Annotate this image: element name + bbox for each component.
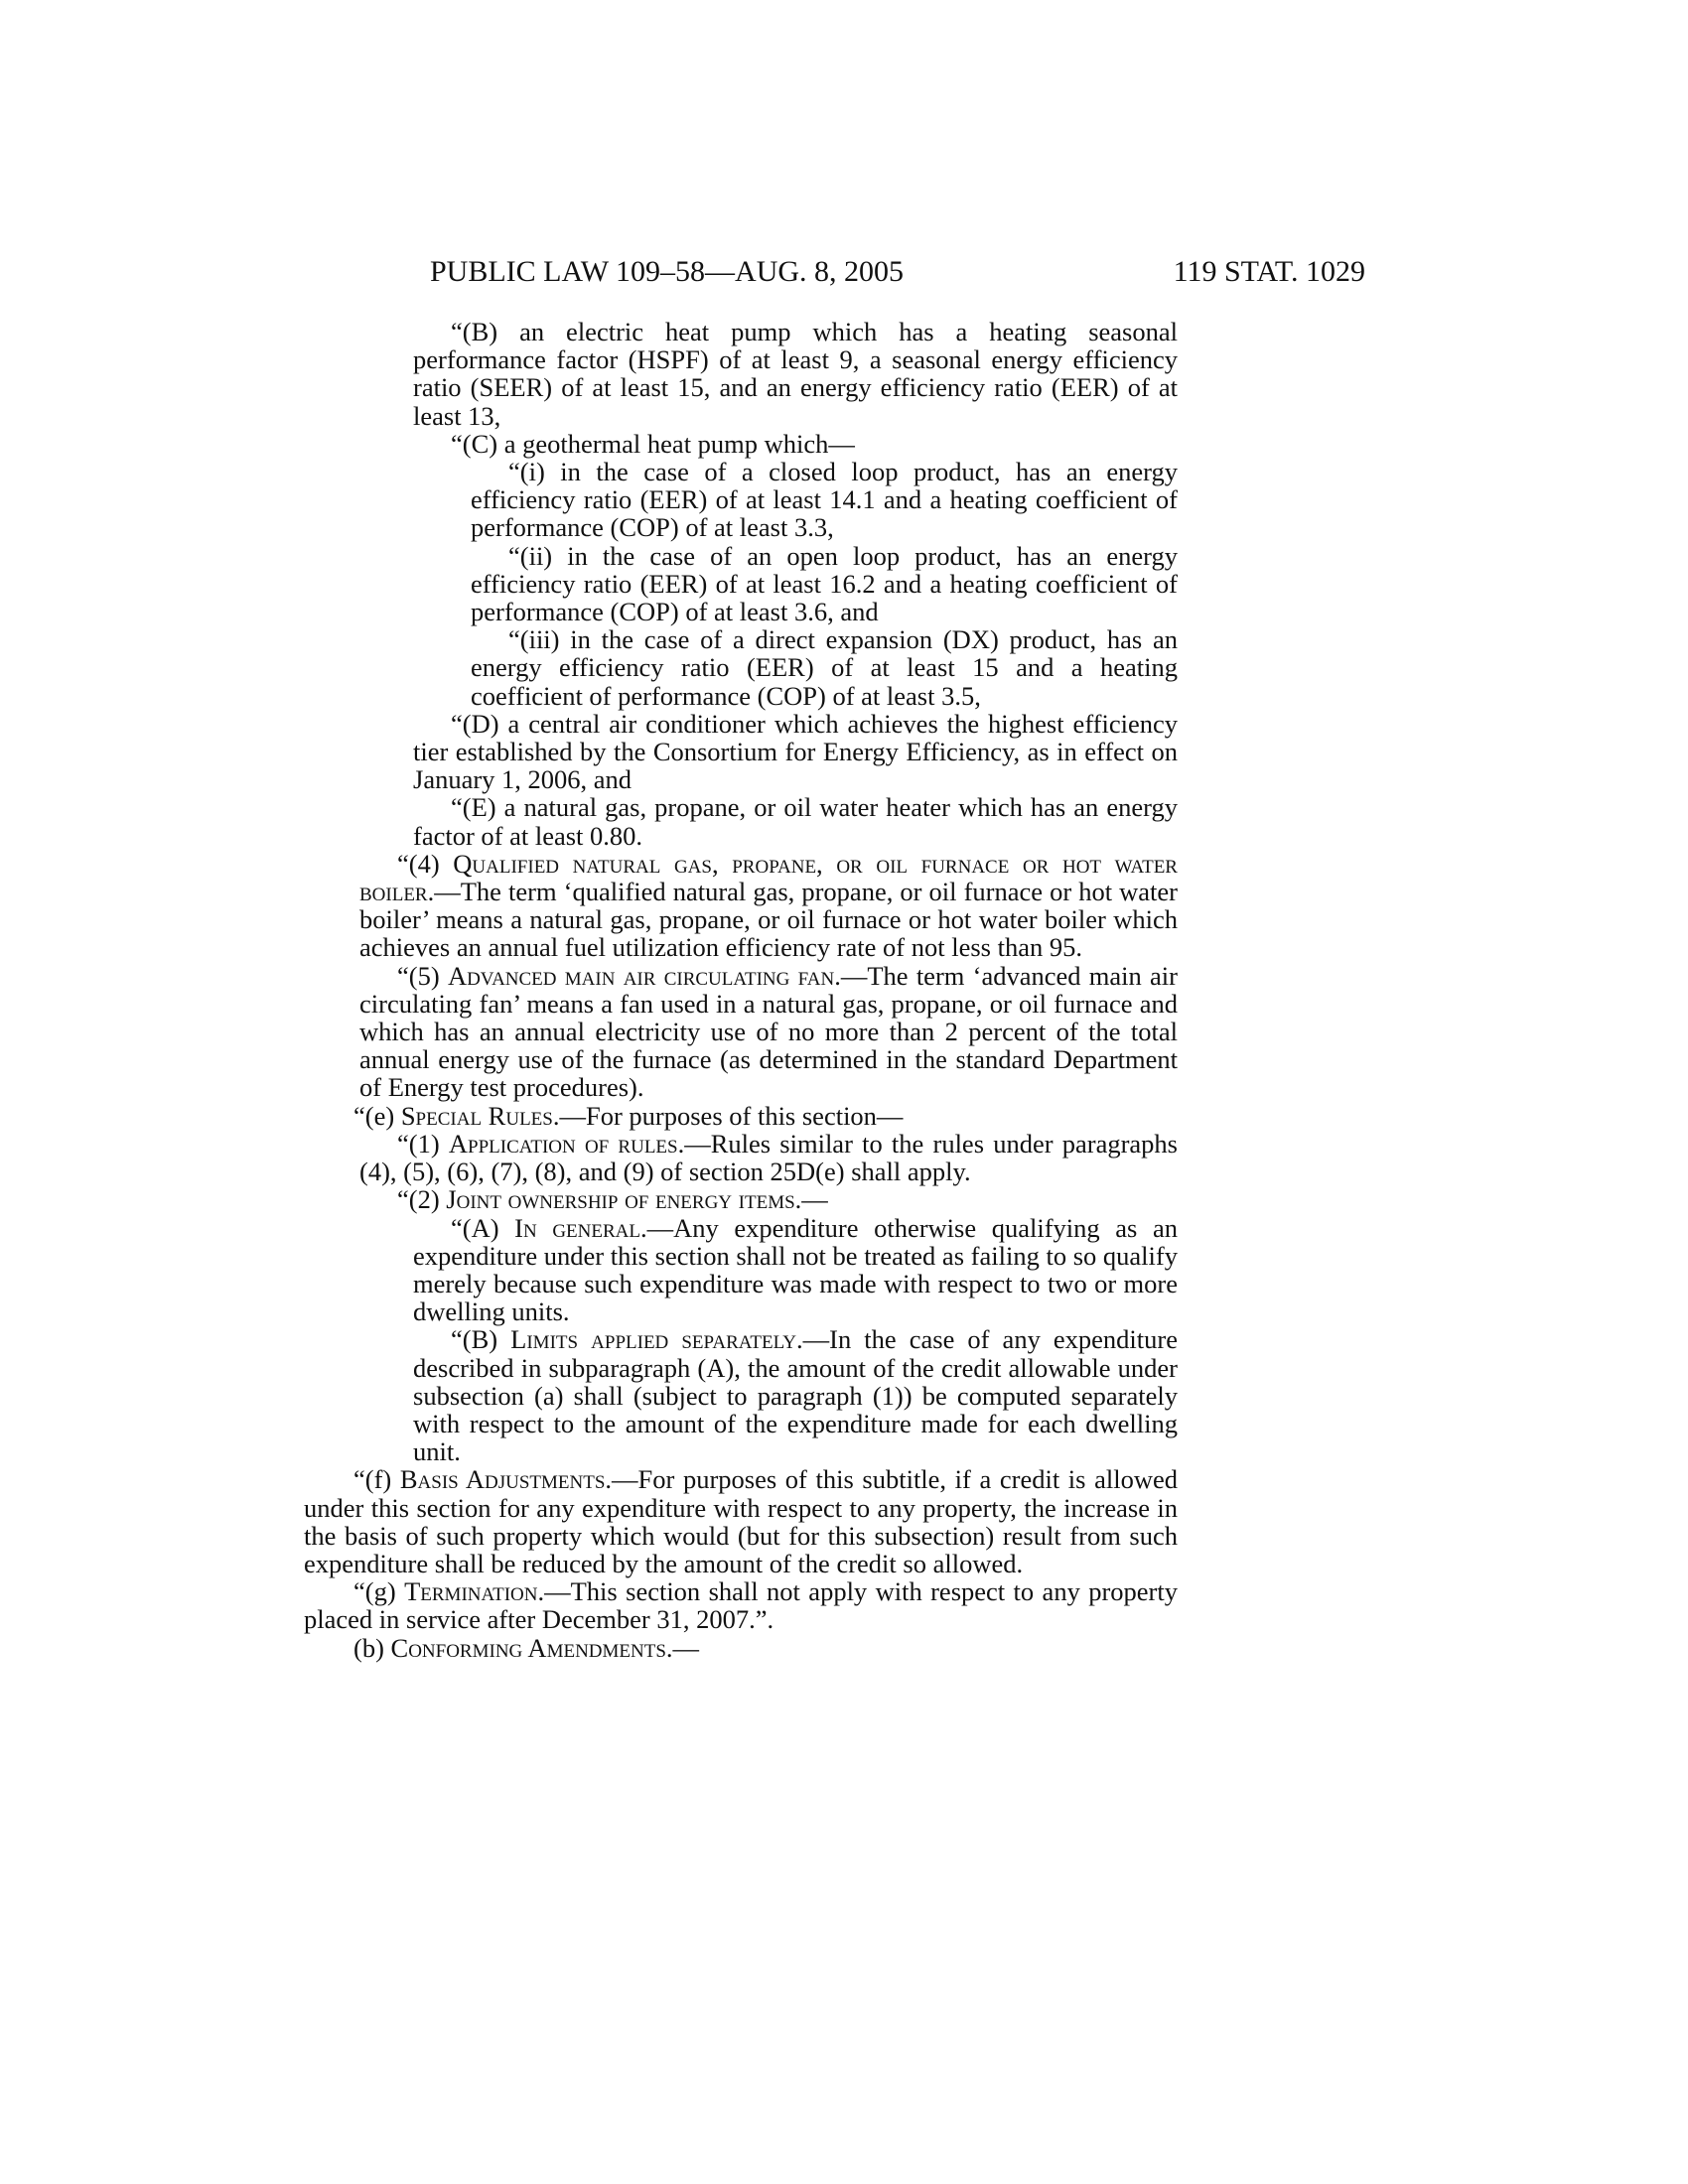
paragraph-1-heading: Application of rules. [448,1128,685,1159]
paragraph-2-heading: Joint ownership of energy items. [446,1184,802,1215]
subsection-e-heading: Special Rules. [400,1100,560,1131]
subsection-f-basis [304,1465,1178,1577]
paragraph-4-text: —The term ‘qualified natural gas, propane, or oil furnace or hot water boiler’ means a natural gas, propane, or oil furnace or hot water boiler which achieves an annual fuel utilization efficiency rate of not less than 95. [359,877,1178,963]
paragraph-4-lead: “(4) [397,848,454,879]
subsection-f-text: —For purposes of this subtitle, if a credit is allowed under this section for any expenditure with respect to any property, the increase in the basis of such property which would (but for this subsection) result from such expenditure shall be reduced by the amount of the credit so allowed. [304,1464,1178,1578]
subsection-e-text: —For purposes of this section— [559,1100,904,1131]
paragraph-b-electric-heat-pump: “(B) an electric heat pump which has a heating seasonal performance factor (HSPF) of at least 9, a seasonal energy efficiency ratio (SEER) of at least 15, and an energy efficiency ratio (EER) of at least 13, [413,317,1178,431]
paragraph-2-joint-ownership [304,1185,1178,1213]
paragraph-5-lead: “(5) [397,960,448,991]
paragraph-1-lead: “(1) [397,1128,449,1159]
subsection-g-termination [304,1577,1178,1633]
paragraph-e-water-heater: “(E) a natural gas, propane, or oil water heater which has an energy factor of at least 0.80. [413,792,1178,851]
clause-c-iii-direct-expansion: “(iii) in the case of a direct expansion (DX) product, has an energy efficiency ratio (EER) of at least 15 and a heating coefficient of performance (COP) of at least 3.5, [471,624,1178,711]
paragraph-4-heading: Qualified natural gas, propane, or oil furnace or hot water boiler. [359,848,1178,907]
paragraph-2-text: — [801,1184,828,1215]
statute-body [304,318,1178,1662]
subsection-f-heading: Basis Adjustments. [399,1464,613,1495]
paragraph-4-furnace [304,850,1178,962]
subsection-g-lead: “(g) [353,1576,405,1607]
paragraph-d-central-air: “(D) a central air conditioner which achieves the highest efficiency tier established by the Consortium for Energy Efficiency, as in effect on January 1, 2006, and [413,708,1178,795]
paragraph-c-geothermal: “(C) a geothermal heat pump which— [451,428,855,459]
subsection-b-lead: (b) [353,1632,391,1663]
subparagraph-2b-text: —In the case of any expenditure described in subparagraph (A), the amount of the credit allowable under subsection (a) shall (subject to paragraph (1)) be computed separately with respect to the amount of the expenditure made for each dwelling unit. [413,1324,1178,1467]
paragraph-2-lead: “(2) [397,1184,447,1215]
subsection-b-heading: Conforming Amendments. [390,1632,673,1663]
subsection-g-heading: Termination. [404,1576,545,1607]
clause-c-ii-open-loop: “(ii) in the case of an open loop product, has an energy efficiency ratio (EER) of at least 16.2 and a heating coefficient of performance (COP) of at least 3.6, and [471,540,1178,627]
subsection-b-conforming [304,1634,1178,1662]
subparagraph-2b-limits [304,1325,1178,1465]
subparagraph-2a-general [304,1214,1178,1326]
paragraph-1-application [304,1130,1178,1185]
subsection-b-text: — [672,1632,700,1663]
subsection-g-text: —This section shall not apply with respect to any property placed in service after December 31, 2007.”. [304,1576,1178,1635]
clause-c-i-closed-loop: “(i) in the case of a closed loop product, has an energy efficiency ratio (EER) of at least 14.1 and a heating coefficient of performance (COP) of at least 3.3, [471,457,1178,543]
subsection-f-lead: “(f) [353,1464,400,1495]
subparagraph-2a-lead: “(A) [451,1212,515,1243]
running-header [430,252,1365,292]
subsection-e-lead: “(e) [353,1100,401,1131]
statute-page-number: 119 STAT. 1029 [1173,255,1365,288]
subsection-e-special-rules [304,1102,1178,1130]
subparagraph-2a-text: —Any expenditure otherwise qualifying as an expenditure under this section shall not be treated as failing to so qualify merely because such expenditure was made with respect to two or more dwelling units. [413,1212,1178,1327]
paragraph-5-text: —The term ‘advanced main air circulating fan’ means a fan used in a natural gas, propane, or oil furnace and which has an annual electricity use of no more than 2 percent of the total annual energy use of the furnace (as determined in the standard Department of Energy test procedures). [359,960,1178,1103]
paragraph-1-text: —Rules similar to the rules under paragraphs (4), (5), (6), (7), (8), and (9) of section 25D(e) shall apply. [359,1128,1178,1187]
paragraph-5-heading: Advanced main air circulating fan. [447,960,841,991]
paragraph-5-fan [304,962,1178,1102]
law-title-header: PUBLIC LAW 109–58—AUG. 8, 2005 [430,255,905,288]
subparagraph-2b-heading: Limits applied separately. [510,1324,803,1355]
subparagraph-2b-lead: “(B) [451,1324,511,1355]
subparagraph-2a-heading: In general. [514,1212,647,1243]
